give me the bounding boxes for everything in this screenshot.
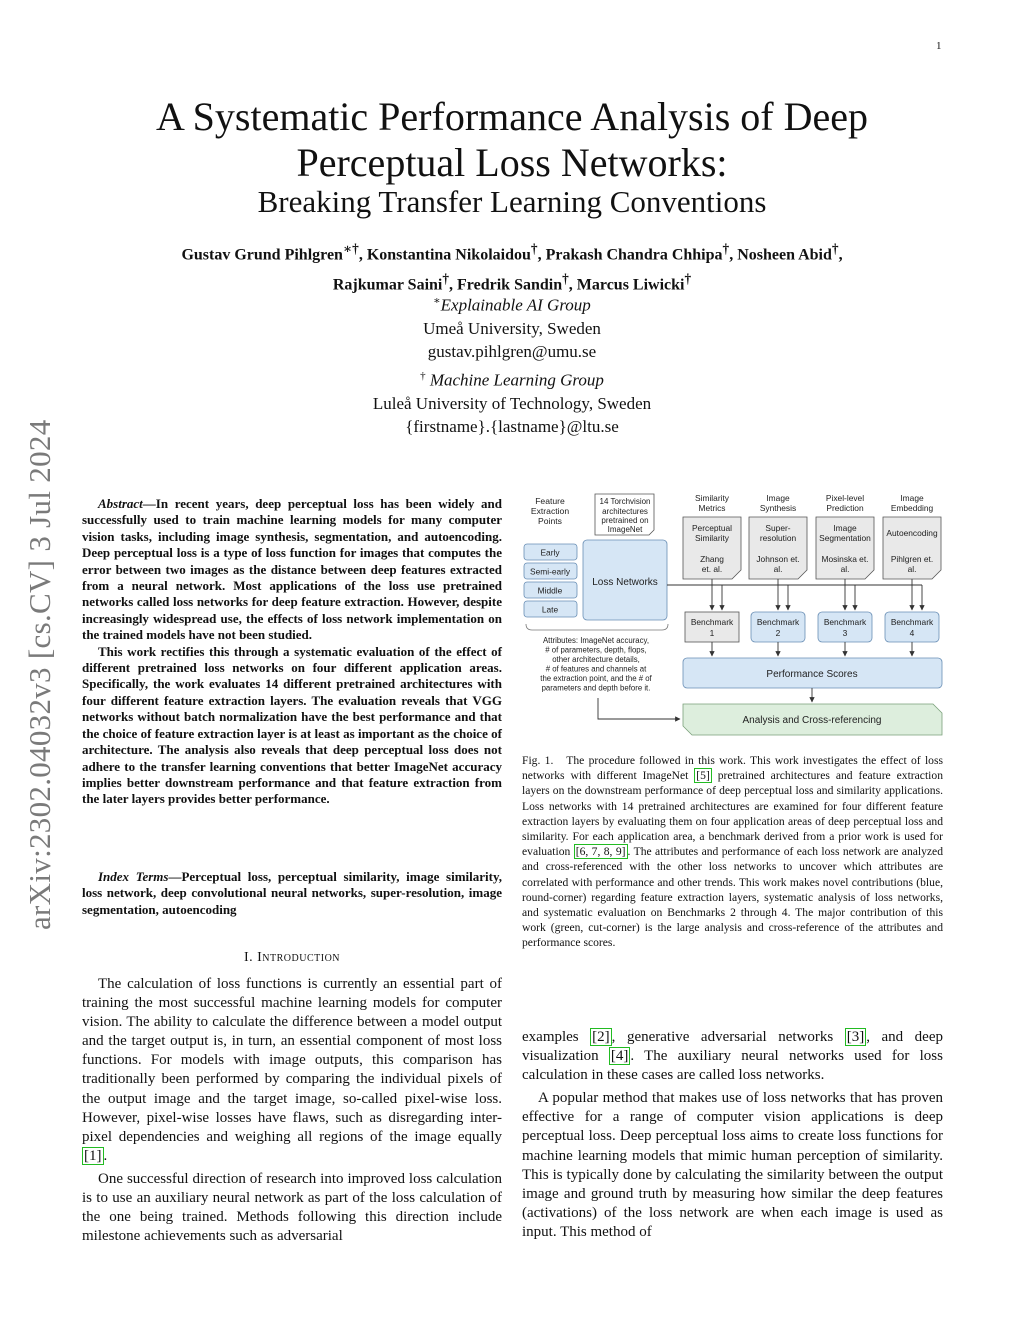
author-mark: † xyxy=(722,241,730,256)
caption-label: Fig. 1. xyxy=(522,754,554,767)
title-line-2: Perceptual Loss Networks: xyxy=(296,140,728,185)
citation-link[interactable]: [4] xyxy=(610,1048,629,1065)
col3-cite-2: al. xyxy=(840,564,850,574)
col4-cite-2: al. xyxy=(907,564,917,574)
affiliation-group: Machine Learning Group xyxy=(429,370,604,390)
col2-card-2: resolution xyxy=(759,533,797,543)
paper-title xyxy=(80,94,944,186)
index-terms-text: Perceptual loss, perceptual similarity, image similarity, loss network, deep convolutional neural networks, super-resolution, image segmentation, autoencoding xyxy=(82,869,502,917)
attr-line-2: # of parameters, depth, flops, xyxy=(545,645,647,655)
torch-line-1: 14 Torchvision xyxy=(599,497,651,506)
title-line-1: A Systematic Performance Analysis of Deep xyxy=(155,94,869,139)
layer-semi-early: Semi-early xyxy=(529,566,571,577)
layer-middle: Middle xyxy=(537,585,563,596)
caption-text: . The attributes and performance of each loss network are analyzed and cross-referenced with the other loss networks to uncover which attributes are correlated with performance and other trends. This work makes novel contributions (blue, round-corner) regarding feature extraction layers, systematic analysis of loss networks, and systematic evaluation on Benchmarks 2 through 4. The major contribution of this work (green, cut-corner) is the large analysis and cross-reference of the attributes and performance scores. xyxy=(522,845,944,950)
attributes-bracket xyxy=(526,624,668,630)
col4-card-1: Autoencoding xyxy=(886,528,938,538)
caption-text: pretrained architectures and feature extraction layers on the downstream performance of deep perceptual loss and similarity applications. Loss networks with 14 pretrained architectures are examined for four different feature extraction layers by evaluating them on four application areas of deep perceptual loss and similarity. For each application area, a benchmark derived from a prior work is used for evaluation xyxy=(522,769,943,859)
col1-cite-1: Zhang xyxy=(700,554,724,564)
author: Konstantina Nikolaidou xyxy=(366,246,531,264)
figure-1-diagram xyxy=(522,490,944,740)
figure-1-caption xyxy=(522,753,943,951)
citation-link[interactable]: [6, 7, 8, 9] xyxy=(575,845,626,859)
intro-text: , generative adversarial networks xyxy=(611,1029,845,1045)
col4-head-1: Image xyxy=(900,493,924,503)
intro-paragraph-3 xyxy=(522,1028,943,1085)
citation-link[interactable]: [1] xyxy=(84,1147,102,1164)
bench4-l1: Benchmark xyxy=(890,617,934,627)
affiliation-mark: † xyxy=(420,370,426,382)
col2-card-1: Super- xyxy=(765,523,791,533)
intro-text: . The auxiliary neural networks used for loss calculation in these cases are called loss networks. xyxy=(522,1048,943,1084)
col1-cite-2: et. al. xyxy=(701,564,723,574)
abstract-label: Abstract xyxy=(98,496,143,511)
index-terms: Index Terms—Perceptual loss, perceptual similarity, image similarity, loss network, deep convolutional neural networks, super-resolution, image segmentation, autoencoding xyxy=(82,869,502,917)
arrow-attr-analysis xyxy=(598,698,680,719)
intro-right-column xyxy=(522,1028,943,1246)
torch-line-3: pretrained on xyxy=(601,516,649,525)
abstract: Abstract—In recent years, deep perceptual loss has been widely and successfully used to train machine learning models for many computer vision tasks, including image synthesis, segmentation, and autoencoding. Deep perceptual loss is a type of loss function for images that computes the error between two images as the distance between deep features extracted from a neural network. Most applications of the loss use pretrained networks called loss networks for deep feature extraction. However, despite increasingly widespread use, the effects of loss network implementation on the trained models have not been studied. This work rectifies this through a systematic evaluation of the effect of different pretrained loss networks on four different application areas. Specifically, the work evaluates 14 different pretrained architectures with four different feature extraction layers. The evaluation reveals that VGG networks without batch normalization have the best performance and that the choice of feature extraction layer is at least as important as the choice of architecture. The analysis also reveals that deep perceptual loss does not adhere to the transfer learning conventions that better ImageNet accuracy implies better downstream performance and that feature extraction from the later layers provides better performance. xyxy=(82,496,502,807)
col2-cite-1: Johnson et. xyxy=(756,554,800,564)
author-mark: † xyxy=(530,241,538,256)
col3-head-1: Pixel-level xyxy=(825,493,865,503)
col2-head-1: Image xyxy=(766,493,790,503)
citation-link[interactable]: [3] xyxy=(846,1029,865,1045)
bench3-l1: Benchmark xyxy=(823,617,867,627)
attr-line-6: parameters and depth before it. xyxy=(541,683,651,693)
affiliation-mark: ∗ xyxy=(433,295,441,307)
author-mark: † xyxy=(442,271,450,287)
col1-head-1: Similarity xyxy=(695,493,729,503)
bench1-l1: Benchmark xyxy=(690,617,734,627)
col3-card-2: Segmentation xyxy=(819,533,871,543)
citation-link[interactable]: [2] xyxy=(592,1029,610,1045)
author: Prakash Chandra Chhipa xyxy=(545,246,723,264)
fe-label-3: Points xyxy=(538,516,562,526)
citation-link[interactable]: [5] xyxy=(696,769,710,783)
caption-text: The procedure followed in this work. This work investigates the effect of loss networks with different ImageNet xyxy=(522,754,944,783)
col2-head-2: Synthesis xyxy=(759,503,797,513)
col3-cite-1: Mosinska et. xyxy=(821,554,869,564)
col3-head-2: Prediction xyxy=(826,503,864,513)
section-heading xyxy=(82,950,502,966)
arxiv-stamp: arXiv:2302.04032v3 [cs.CV] 3 Jul 2024 xyxy=(22,419,57,930)
performance-scores-label: Performance Scores xyxy=(766,669,858,680)
bench2-l1: Benchmark xyxy=(756,617,800,627)
analysis-label: Analysis and Cross-referencing xyxy=(742,715,882,726)
section-number: I. xyxy=(243,950,254,965)
bench3-l2: 3 xyxy=(842,628,848,638)
abstract-p2: This work rectifies this through a systematic evaluation of the effect of different pretrained loss networks on four different application areas. Specifically, the work evaluates 14 different pretrained architectures with four different feature extraction layers. The evaluation reveals that VGG networks without batch normalization have the best performance and that the choice of feature extraction layer is at least as important as the choice of architecture. The analysis also reveals that deep perceptual loss does not adhere to the transfer learning conventions that better ImageNet accuracy implies better downstream performance and that feature extraction from the later layers provides better performance. xyxy=(82,643,502,807)
layer-late: Late xyxy=(541,604,559,615)
attr-line-4: # of features and channels at xyxy=(545,664,647,674)
author-mark: ∗† xyxy=(342,241,359,256)
intro-text: . xyxy=(103,1147,108,1164)
author-mark: † xyxy=(562,271,569,287)
intro-left-column xyxy=(82,975,502,1250)
intro-paragraph-1 xyxy=(82,975,502,1166)
author: Fredrik Sandin xyxy=(457,276,563,294)
attr-line-3: other architecture details, xyxy=(552,655,640,664)
paper-subtitle: Breaking Transfer Learning Conventions xyxy=(257,184,767,219)
abstract-p1: In recent years, deep perceptual loss has been widely and successfully used to train machine learning models for many computer vision tasks, including image synthesis, segmentation, and autoencoding. Deep perceptual loss is a type of loss function for images that computes the error between two images as the distance between deep features extracted from a neural network. Most applications of the loss use pretrained networks called loss networks for deep feature extraction. However, despite increasingly widespread use, the effects of loss network implementation on the trained models have not been studied. xyxy=(82,496,502,643)
attr-line-1: Attributes: ImageNet accuracy, xyxy=(542,636,650,645)
torch-line-2: architectures xyxy=(602,507,648,516)
author: Marcus Liwicki xyxy=(576,276,685,294)
col4-cite-1: Pihlgren et. xyxy=(890,554,934,564)
index-terms-label: Index Terms xyxy=(98,869,169,884)
affiliation-institution: Umeå University, Sweden xyxy=(423,318,601,338)
author: Rajkumar Saini xyxy=(332,276,443,294)
intro-paragraph-2: One successful direction of research into improved loss calculation is to use an auxiliary neural network as part of the loss calculation of the one being trained. Methods following this direction include milestone achievements such as adversarial xyxy=(82,1170,502,1245)
affiliation-institution: Luleå University of Technology, Sweden xyxy=(372,393,652,413)
intro-paragraph-4: A popular method that makes use of loss networks that has proven effective for a range of computer vision applications is deep perceptual loss. Deep perceptual loss aims to create loss functions for machine learning models that mimic human perception of similarity. This is typically done by calculating the similarity between the output image and ground truth by measuring how similar the deep features (activations) of the loss network are when each image is used as input. This method of xyxy=(522,1090,943,1240)
page-number: 1 xyxy=(936,40,942,52)
layer-early: Early xyxy=(540,547,560,558)
col4-head-2: Embedding xyxy=(890,503,934,513)
author-mark: † xyxy=(831,241,839,256)
fe-label-1: Feature xyxy=(535,496,565,506)
col1-card-1: Perceptual xyxy=(691,523,733,533)
bench2-l2: 2 xyxy=(775,628,781,638)
intro-text: , and deep visualization xyxy=(522,1029,943,1065)
author-mark: † xyxy=(684,271,692,287)
intro-text: The calculation of loss functions is currently an essential part of training the most successful machine learning models for computer vision. The ability to calculate the difference between a model output and the target output is, in turn, an essential component of most loss functions. For models with image outputs, this comparison has traditionally been performed by comparing the individual pixels of the output image and the target image, so-called pixel-wise loss. However, pixel-wise losses have flaws, such as disregarding inter-pixel dependencies and weighing all regions of the image equally xyxy=(82,976,502,1145)
affiliation-2 xyxy=(200,365,824,438)
attr-line-5: the extraction point, and the # of xyxy=(540,674,652,683)
bench1-l2: 1 xyxy=(709,628,715,638)
affiliation-1 xyxy=(200,290,824,363)
fe-label-2: Extraction xyxy=(530,506,570,516)
col2-cite-2: al. xyxy=(773,564,783,574)
affiliation-email: gustav.pihlgren@umu.se xyxy=(427,341,597,361)
intro-text: examples xyxy=(522,1029,591,1045)
bench4-l2: 4 xyxy=(909,628,915,638)
affiliation-email: {firstname}.{lastname}@ltu.se xyxy=(405,416,619,436)
col1-card-2: Similarity xyxy=(695,533,729,543)
author-list: Gustav Grund Pihlgren∗†, Konstantina Nikolaidou†, Prakash Chandra Chhipa†, Nosheen Abid†, Rajkumar Saini†, Fredrik Sandin†, Marcus Liwicki† xyxy=(181,241,843,294)
col1-head-2: Metrics xyxy=(698,503,726,513)
author: Gustav Grund Pihlgren xyxy=(181,246,343,264)
author: Nosheen Abid xyxy=(737,246,832,264)
section-title: Introduction xyxy=(257,950,341,965)
torch-line-4: ImageNet xyxy=(607,525,643,534)
col3-card-1: Image xyxy=(833,523,857,533)
loss-networks-label: Loss Networks xyxy=(592,577,658,588)
affiliation-group: Explainable AI Group xyxy=(440,295,591,315)
